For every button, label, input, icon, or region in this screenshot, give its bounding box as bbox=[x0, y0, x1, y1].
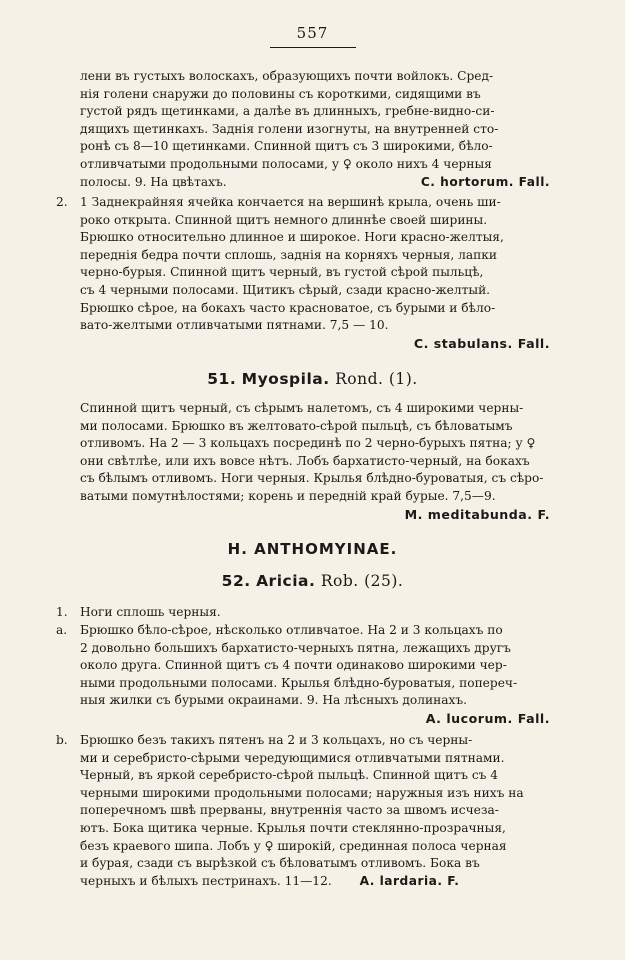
text-line bbox=[80, 174, 550, 192]
couplet-number: 2. bbox=[56, 195, 68, 209]
text-line: они свѣтлѣе, или ихъ вовсе нѣтъ. Лобъ бархатисто-черный, на бокахъ bbox=[80, 453, 530, 468]
couplet-letter: b. bbox=[56, 733, 68, 747]
entry-hortorum bbox=[80, 68, 550, 191]
species-name: M. meditabunda. F. bbox=[404, 506, 550, 522]
text-line: Спинной щитъ черный, съ сѣрымъ налетомъ, съ 4 широкими черны- bbox=[80, 401, 524, 415]
text-line: ми и серебристо-сѣрыми чередующимися отливчатыми пятнами. bbox=[80, 750, 505, 765]
text-line bbox=[80, 873, 550, 891]
text-line: Черный, въ яркой серебристо-сѣрой пыльцѣ. Спинной щитъ съ 4 bbox=[80, 768, 499, 783]
text-line: переднія бедра почти сплошь, заднія на корняхъ черныя, лапки bbox=[80, 247, 497, 262]
text-line: ватыми помутнѣлостями; корень и передній край бурые. 7,5—9. bbox=[80, 488, 496, 503]
text-line: вато-желтыми отливчатыми пятнами. 7,5 — 10. bbox=[80, 318, 389, 333]
text-line: 2 довольно большихъ бархатисто-черныхъ пятна, лежащихъ другъ bbox=[80, 640, 511, 655]
text-line: ронѣ съ 8—10 щетинками. Спинной щитъ съ 3 широкими, бѣло- bbox=[80, 139, 493, 154]
text-line: съ 4 черными полосами. Щитикъ сѣрый, сзади красно-желтый. bbox=[80, 282, 491, 297]
text-line: Брюшко относительно длинное и широкое. Ноги красно-желтыя, bbox=[80, 230, 504, 245]
text-line: съ бѣлымъ отливомъ. Ноги черныя. Крылья блѣдно-буроватыя, съ сѣро- bbox=[80, 471, 544, 486]
genus-heading-myospila bbox=[0, 370, 625, 388]
couplet-number: 1. bbox=[56, 605, 68, 619]
text-line: и бурая, сзади съ вырѣзкой съ бѣловатымъ отливомъ. Бока въ bbox=[80, 856, 480, 871]
text-line: роко открыта. Спинной щитъ немного длиннѣе своей ширины. bbox=[80, 212, 488, 227]
genus-number: 51. bbox=[207, 370, 237, 388]
genus-heading-aricia bbox=[0, 572, 625, 590]
text-line: дящихъ щетинкахъ. Заднія голени изогнуты, на внутренней сто- bbox=[80, 121, 499, 136]
text-line: лени въ густыхъ волоскахъ, образующихъ почти войлокъ. Сред- bbox=[80, 69, 494, 83]
text-line: Брюшко сѣрое, на бокахъ часто красноватое, съ бурыми и бѣло- bbox=[80, 300, 496, 315]
text-line-end: черныхъ и бѣлыхъ пестринахъ. 11—12. bbox=[80, 873, 332, 888]
entry-stabulans bbox=[56, 194, 550, 352]
page-number: 557 bbox=[296, 24, 329, 42]
text-line: отливчатыми продольными полосами, у ♀ около нихъ 4 черныя bbox=[80, 156, 492, 171]
text-line: поперечномъ швѣ прерваны, внутреннія часто за швомъ исчеза- bbox=[80, 803, 499, 818]
entry-lardaria bbox=[56, 732, 550, 890]
species-name: A. lardaria. F. bbox=[359, 873, 460, 888]
text-line: ными продольными полосами. Крылья блѣдно-буроватыя, попереч- bbox=[80, 675, 518, 690]
text-line-end: полосы. 9. На цвѣтахъ. bbox=[80, 174, 227, 189]
genus-author: Rond. (1). bbox=[335, 370, 418, 388]
text-line: черно-бурыя. Спинной щитъ черный, въ густой сѣрой пыльцѣ, bbox=[80, 265, 484, 280]
species-name: C. stabulans. Fall. bbox=[413, 335, 550, 351]
couplet-letter: a. bbox=[56, 623, 68, 637]
entry-lucorum bbox=[56, 622, 550, 728]
text-line: Брюшко безъ такихъ пятенъ на 2 и 3 кольцахъ, но съ черны- bbox=[80, 733, 473, 747]
text-line: Ноги сплошь черныя. bbox=[80, 605, 221, 619]
text-line: около друга. Спинной щитъ съ 4 почти одинаково широкими чер- bbox=[80, 658, 507, 673]
header-rule bbox=[270, 47, 356, 48]
couplet-1 bbox=[56, 604, 550, 622]
text-line: ми полосами. Брюшко въ желтовато-сѣрой пыльцѣ, съ бѣловатымъ bbox=[80, 418, 513, 433]
species-name: A. lucorum. Fall. bbox=[425, 710, 550, 726]
text-line: густой рядъ щетинками, а далѣе въ длинныхъ, гребне-видно-си- bbox=[80, 104, 495, 119]
text-line: безъ краевого шипа. Лобъ у ♀ широкій, срединная полоса черная bbox=[80, 838, 507, 853]
subfamily-heading: H. ANTHOMYINAE. bbox=[227, 540, 398, 558]
text-line: нія голени снаружи до половины съ короткими, сидящими въ bbox=[80, 86, 481, 101]
genus-author: Rob. (25). bbox=[320, 572, 404, 590]
genus-name: Aricia. bbox=[256, 572, 316, 590]
text-line: 1 Заднекрайняя ячейка кончается на вершинѣ крыла, очень ши- bbox=[80, 195, 501, 209]
species-name: C. hortorum. Fall. bbox=[420, 174, 550, 189]
entry-meditabunda bbox=[80, 400, 550, 523]
text-line: Брюшко бѣло-сѣрое, нѣсколько отливчатое. На 2 и 3 кольцахъ по bbox=[80, 623, 503, 637]
text-line: ныя жилки съ бурыми окраинами. 9. На лѣсныхъ долинахъ. bbox=[80, 693, 468, 708]
genus-name: Myospila. bbox=[241, 370, 330, 388]
text-line: черными широкими продольными полосами; наружныя изъ нихъ на bbox=[80, 785, 524, 800]
genus-number: 52. bbox=[221, 572, 251, 590]
text-line: отливомъ. На 2 — 3 кольцахъ посрединѣ по 2 черно-бурыхъ пятна; у ♀ bbox=[80, 436, 536, 451]
text-line: ютъ. Бока щитика черные. Крылья почти стеклянно-прозрачныя, bbox=[80, 820, 506, 835]
